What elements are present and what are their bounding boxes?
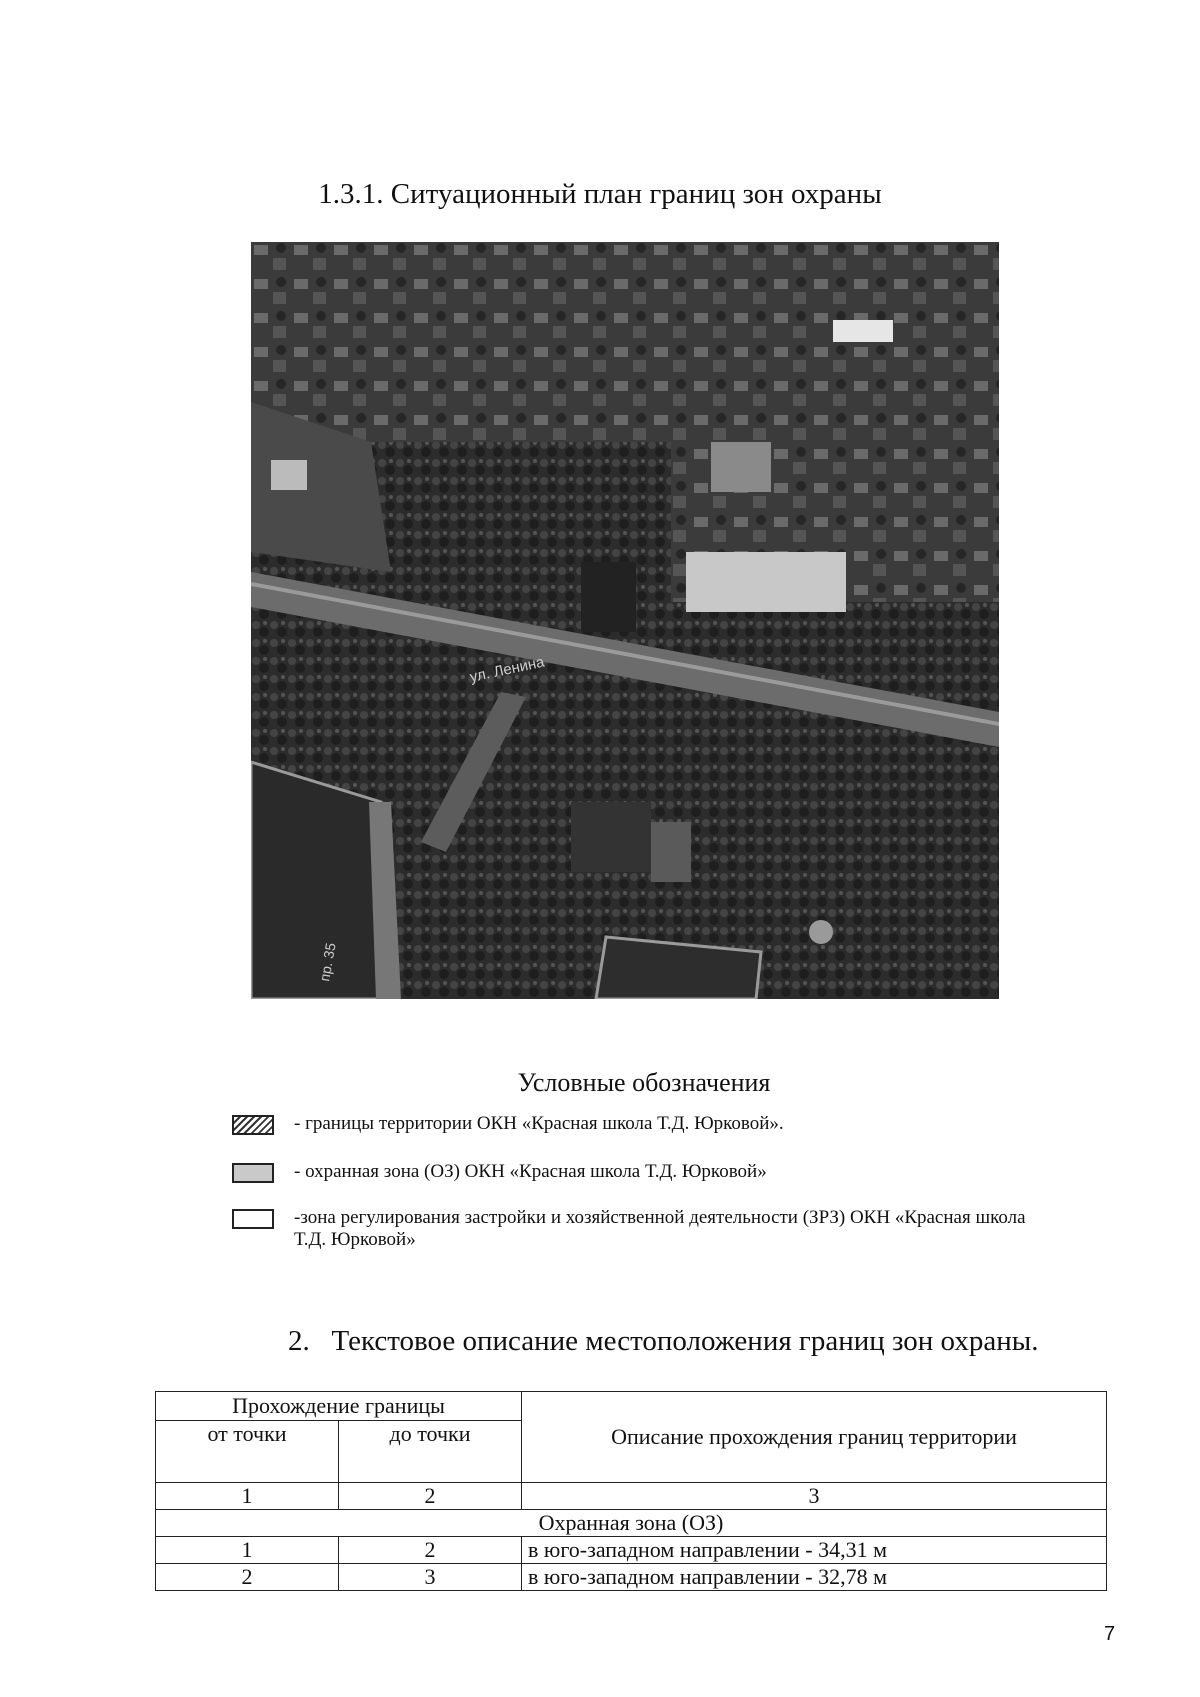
legend-title: Условные обозначения (517, 1068, 771, 1097)
index-cell: 2 (339, 1483, 522, 1510)
page-number: 7 (1104, 1623, 1116, 1645)
index-cell: 1 (156, 1483, 339, 1510)
legend-item-text: - охранная зона (ОЗ) ОКН «Красная школа Т.Д. Юрковой» (294, 1161, 767, 1182)
boundary-table (155, 1391, 1107, 1591)
to-cell: 3 (339, 1564, 522, 1591)
satellite-map (251, 242, 999, 999)
table-row (156, 1564, 1107, 1591)
street-label: ул. Ленина (468, 653, 546, 686)
to-point-header: до точки (339, 1420, 522, 1482)
description-header: Описание прохождения границ территории (522, 1392, 1107, 1483)
from-point-header: от точки (156, 1420, 339, 1482)
from-cell: 1 (156, 1537, 339, 1564)
group-header: Прохождение границы (156, 1392, 522, 1421)
gray-swatch-icon (232, 1163, 274, 1183)
table-row (156, 1537, 1107, 1564)
description-cell: в юго-западном направлении - 32,78 м (522, 1564, 1107, 1591)
legend-item-text: -зона регулирования застройки и хозяйственной деятельности (ЗРЗ) ОКН «Красная школа Т.Д. Юрковой» (294, 1207, 1026, 1250)
from-cell: 2 (156, 1564, 339, 1591)
table-row (156, 1510, 1107, 1537)
description-cell: в юго-западном направлении - 34,31 м (522, 1537, 1107, 1564)
empty-swatch-icon (232, 1209, 274, 1229)
school-building (686, 552, 846, 612)
index-cell: 3 (522, 1483, 1107, 1510)
zone-row: Охранная зона (ОЗ) (156, 1510, 1107, 1537)
table-row (156, 1483, 1107, 1510)
section-heading (288, 1325, 1038, 1358)
section-title: Текстовое описание местоположения границ зон охраны. (331, 1325, 1039, 1357)
map-image (251, 242, 999, 999)
hatched-swatch-icon (232, 1115, 274, 1135)
legend-item-text: - границы территории ОКН «Красная школа Т.Д. Юрковой». (294, 1113, 784, 1134)
to-cell: 2 (339, 1537, 522, 1564)
plan-title: 1.3.1. Ситуационный план границ зон охраны (318, 178, 882, 210)
street-label-2: пр. 35 (316, 941, 339, 983)
section-number: 2. (288, 1325, 310, 1357)
